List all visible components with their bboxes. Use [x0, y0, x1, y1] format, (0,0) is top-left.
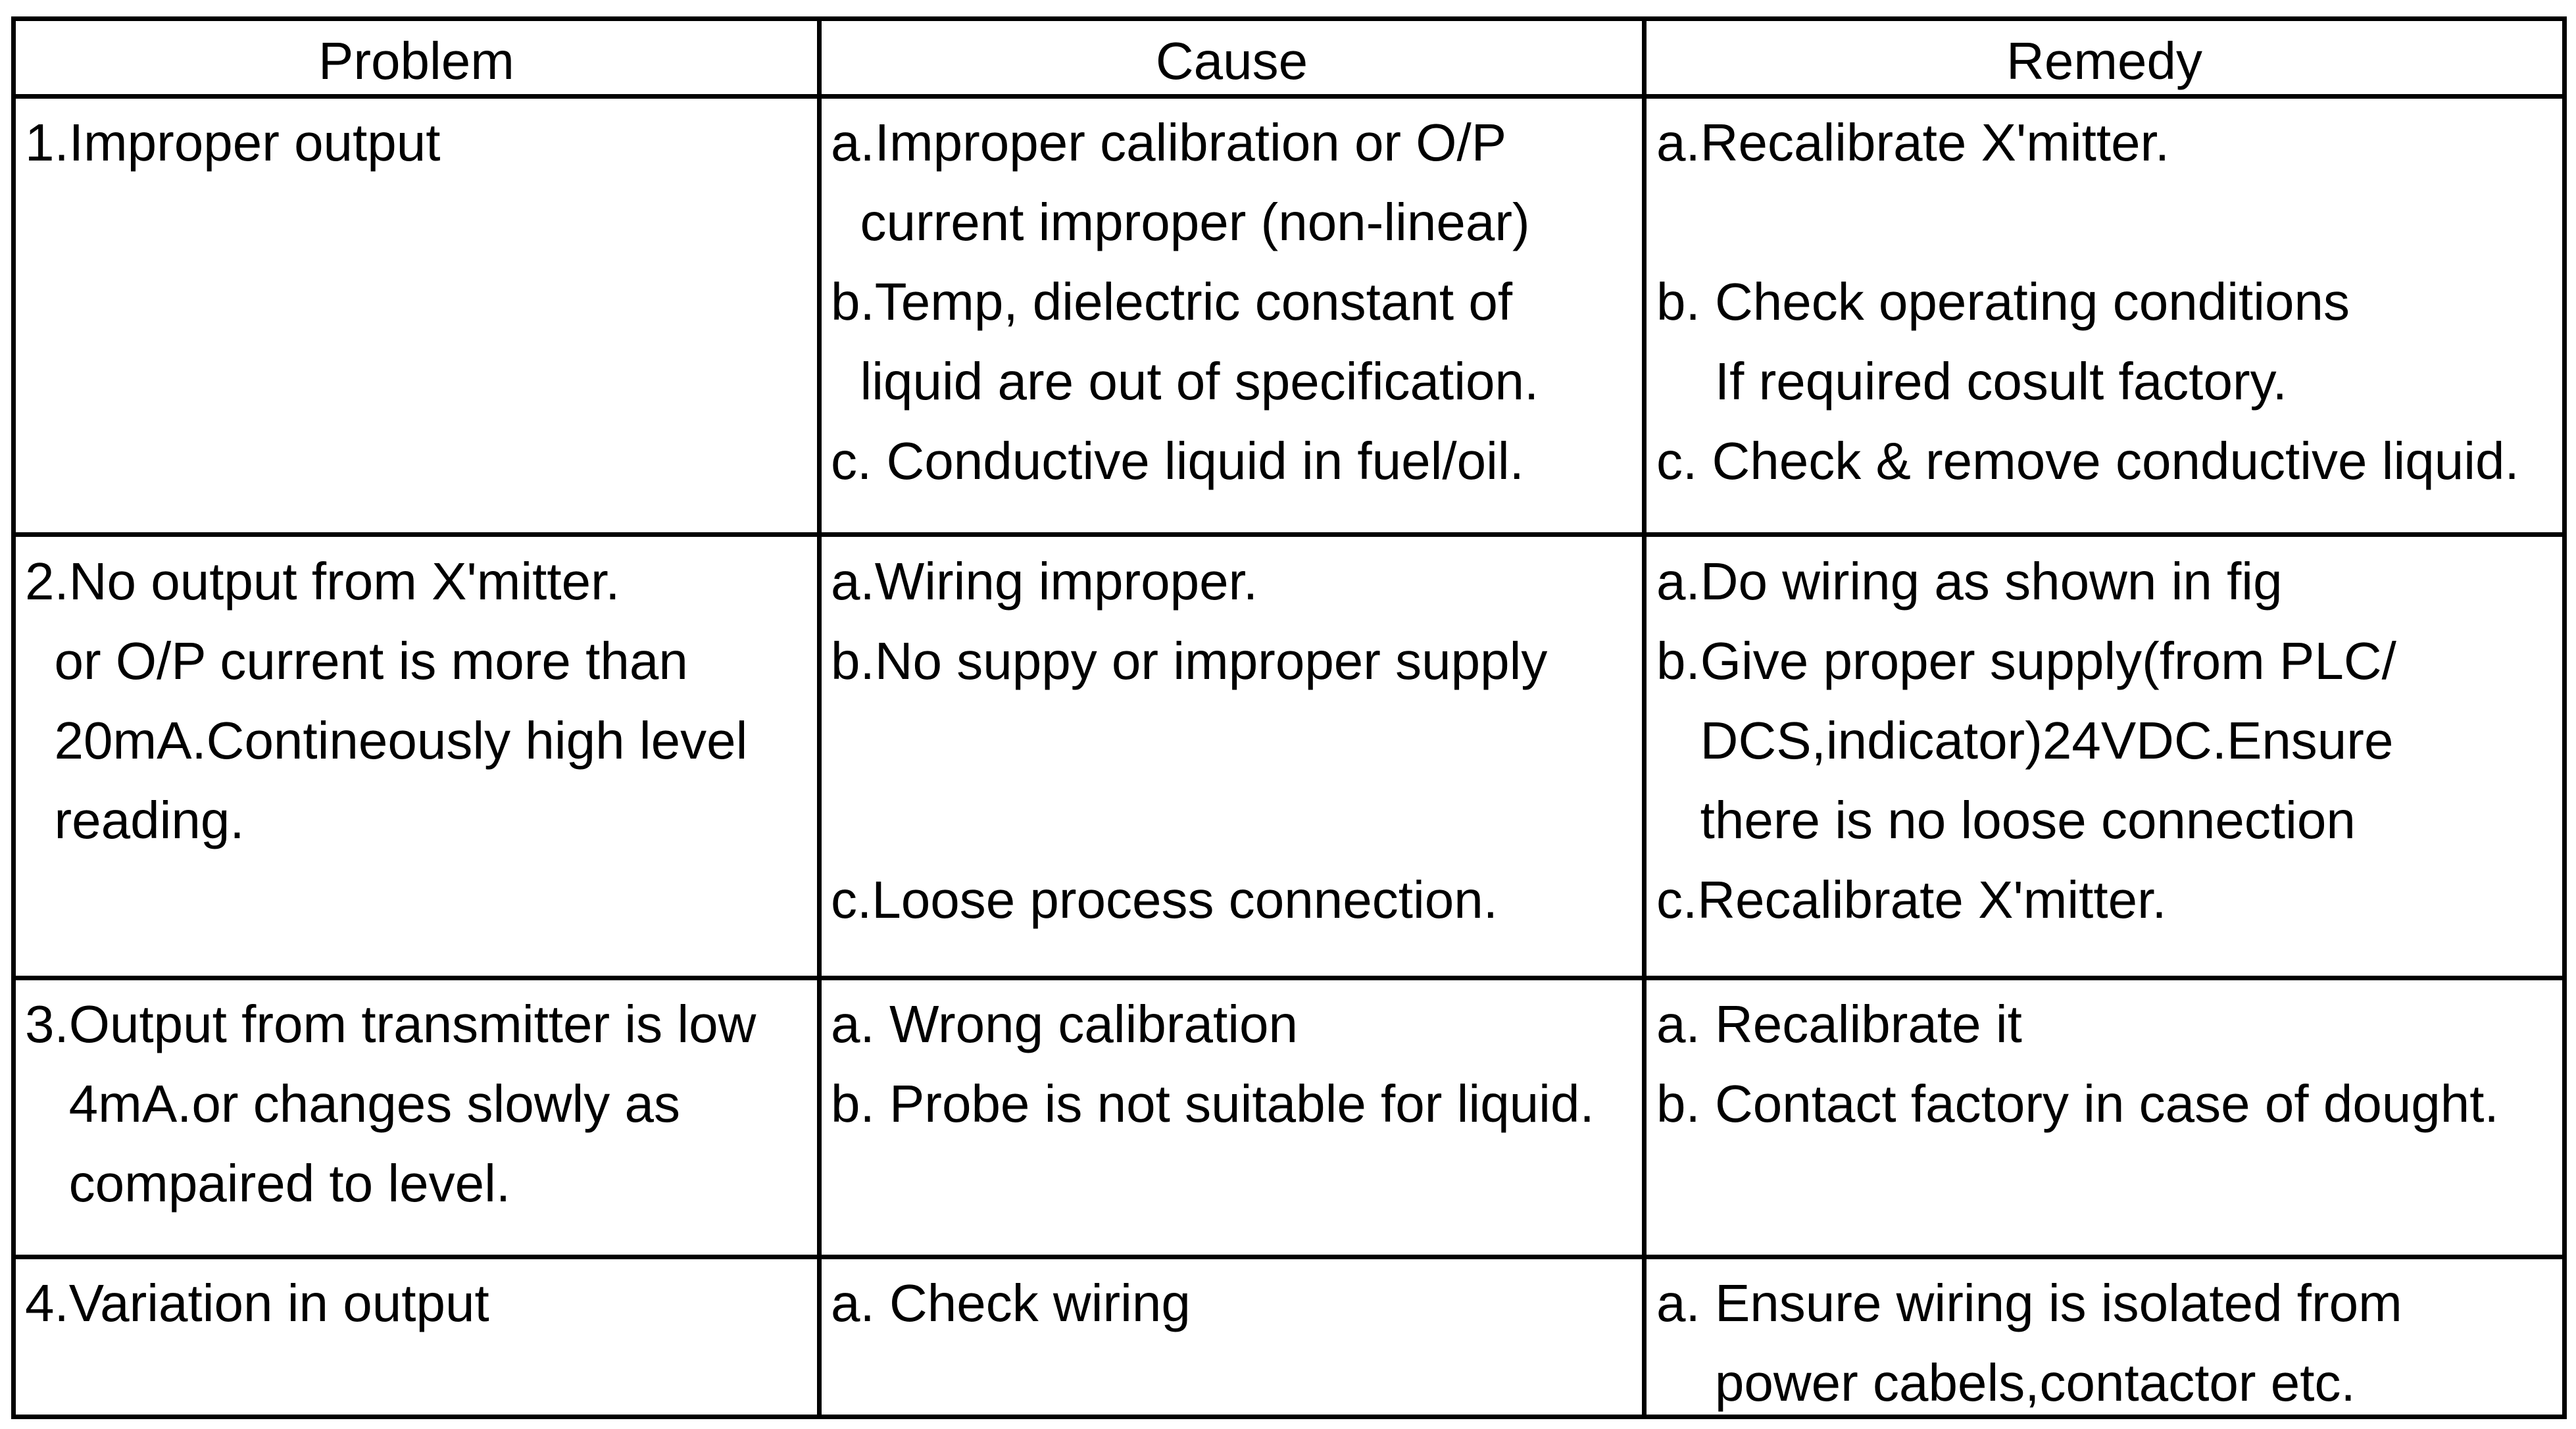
problem-cell: 4.Variation in output [25, 1274, 489, 1332]
column-divider-2 [1642, 16, 1647, 1419]
cause-cell: a.Improper calibration or O/P current improper (non-linear) b.Temp, dielectric constant of liquid are out of specification. c. Conductive liquid in fuel/oil. [831, 113, 1539, 490]
problem-cell: 1.Improper output [25, 113, 441, 172]
header-remedy: Remedy [2006, 32, 2202, 90]
row-divider-2 [11, 976, 2567, 980]
column-divider-1 [817, 16, 822, 1419]
remedy-cell: a.Do wiring as shown in fig b.Give proper supply(from PLC/ DCS,indicator)24VDC.Ensure there is no loose connection c.Recalibrate X'mitter. [1656, 552, 2396, 929]
header-problem: Problem [318, 32, 514, 90]
header-cause: Cause [1155, 32, 1308, 90]
table-border-top [11, 16, 2567, 21]
cause-cell: a. Wrong calibration b. Probe is not suitable for liquid. [831, 995, 1595, 1133]
cause-cell: a. Check wiring [831, 1274, 1191, 1332]
row-divider-1 [11, 532, 2567, 537]
table-border-right [2562, 16, 2567, 1419]
row-divider-3 [11, 1255, 2567, 1259]
problem-cell: 3.Output from transmitter is low 4mA.or changes slowly as compaired to level. [25, 995, 756, 1213]
remedy-cell: a. Recalibrate it b. Contact factory in case of dought. [1656, 995, 2499, 1133]
problem-cell: 2.No output from X'mitter. or O/P current is more than 20mA.Contineously high level reading. [25, 552, 748, 849]
cause-cell: a.Wiring improper. b.No suppy or improper supply c.Loose process connection. [831, 552, 1548, 929]
remedy-cell: a.Recalibrate X'mitter. b. Check operating conditions If required cosult factory. c. Check & remove conductive liquid. [1656, 113, 2519, 490]
table-border-left [11, 16, 16, 1419]
remedy-cell: a. Ensure wiring is isolated from power cabels,contactor etc. [1656, 1274, 2402, 1412]
